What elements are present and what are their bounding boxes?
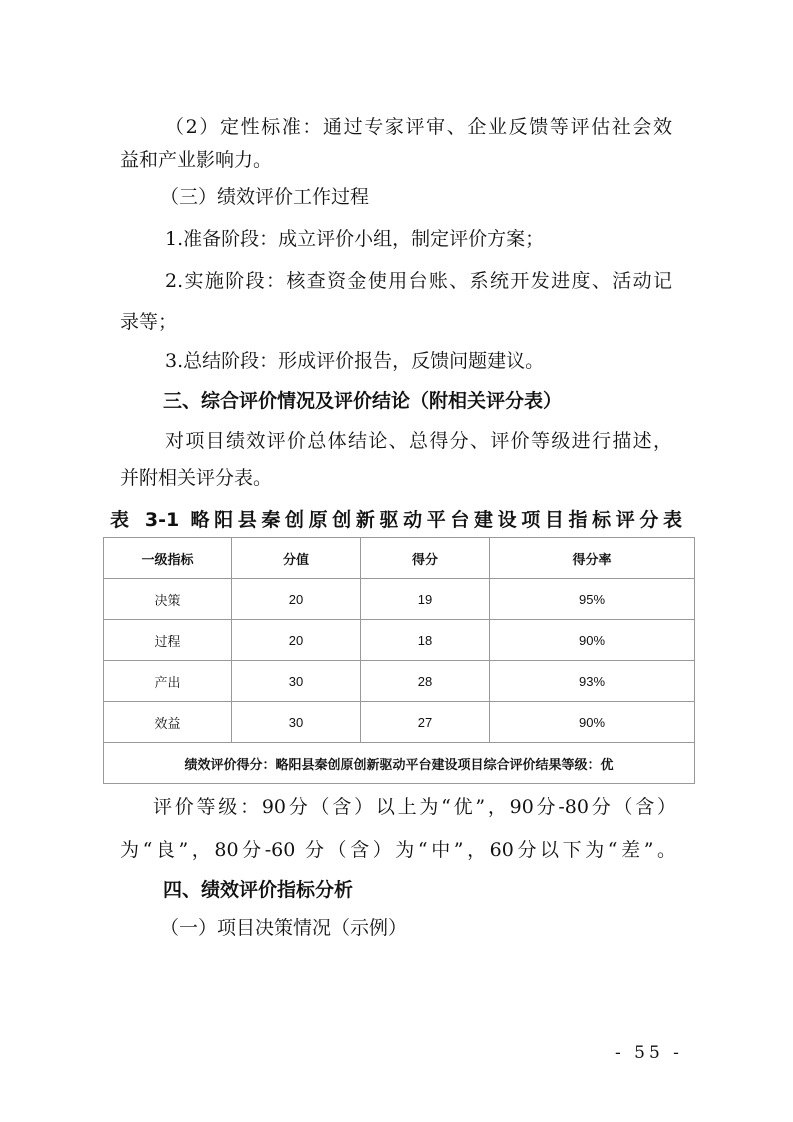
section-heading: 三、综合评价情况及评价结论（附相关评分表） [163, 390, 563, 412]
cell: 30 [232, 702, 361, 743]
table-row [104, 661, 695, 702]
paragraph-line: 为“良”，80分-60 分（含）为“中”，60分以下为“差”。 [120, 839, 676, 861]
cell: 93% [490, 661, 695, 702]
subsection-heading: （三）绩效评价工作过程 [160, 186, 370, 208]
table-footer-row [104, 743, 695, 784]
table-row [104, 702, 695, 743]
cell: 20 [232, 620, 361, 661]
header-cell: 得分率 [490, 538, 695, 579]
header-cell: 一级指标 [104, 538, 232, 579]
paragraph-line: 评价等级：90分（含）以上为“优”，90分-80分（含） [153, 796, 676, 818]
cell: 28 [361, 661, 490, 702]
paragraph-line: 2.实施阶段：核查资金使用台账、系统开发进度、活动记 [165, 270, 672, 292]
cell: 决策 [104, 579, 232, 620]
cell: 18 [361, 620, 490, 661]
cell: 95% [490, 579, 695, 620]
cell: 20 [232, 579, 361, 620]
paragraph-line: 1.准备阶段：成立评价小组，制定评价方案； [165, 228, 545, 250]
table-header-row [104, 538, 695, 579]
paragraph-line: （2）定性标准：通过专家评审、企业反馈等评估社会效 [165, 116, 672, 138]
cell: 27 [361, 702, 490, 743]
cell: 过程 [104, 620, 232, 661]
header-cell: 得分 [361, 538, 490, 579]
cell: 效益 [104, 702, 232, 743]
table-row [104, 620, 695, 661]
paragraph-line: 益和产业影响力。 [120, 149, 273, 171]
section-heading: 四、绩效评价指标分析 [163, 879, 354, 901]
footer-cell: 绩效评价得分：略阳县秦创原创新驱动平台建设项目综合评价结果等级：优 [104, 743, 695, 784]
paragraph-line: 录等； [120, 311, 178, 333]
paragraph-line: 并附相关评分表。 [120, 467, 273, 489]
cell: 30 [232, 661, 361, 702]
cell: 产出 [104, 661, 232, 702]
table-title: 表 3-1 略阳县秦创原创新驱动平台建设项目指标评分表 [110, 509, 682, 531]
page-number: - 55 - [615, 1043, 683, 1063]
cell: 90% [490, 620, 695, 661]
header-cell: 分值 [232, 538, 361, 579]
score-table [103, 537, 695, 784]
cell: 19 [361, 579, 490, 620]
cell: 90% [490, 702, 695, 743]
table-row [104, 579, 695, 620]
paragraph-line: 3.总结阶段：形成评价报告，反馈问题建议。 [165, 350, 545, 372]
paragraph-line: 对项目绩效评价总体结论、总得分、评价等级进行描述， [165, 430, 672, 452]
subsection-heading: （一）项目决策情况（示例） [160, 917, 408, 939]
